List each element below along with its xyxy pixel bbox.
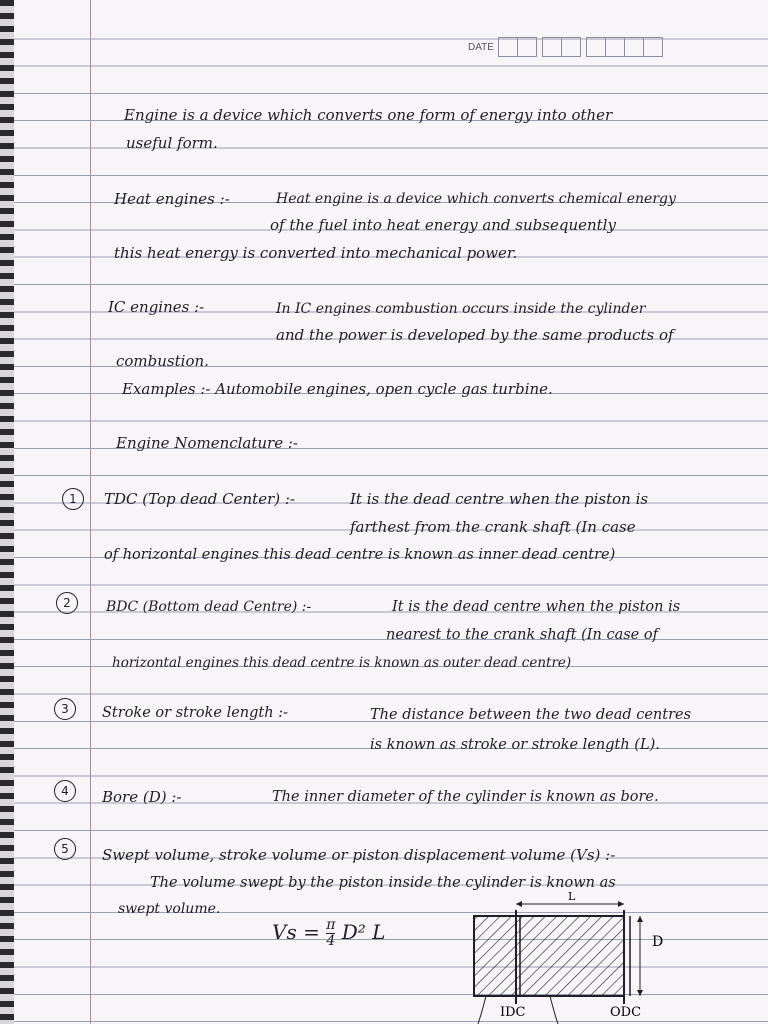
note-line: useful form. [126, 134, 218, 152]
note-line: farthest from the crank shaft (In case [350, 518, 636, 536]
cylinder-diagram [460, 888, 680, 1024]
item-number: 2 [56, 592, 78, 614]
cylinder-body [474, 916, 624, 996]
term-tdc: TDC (Top dead Center) :- [104, 490, 295, 508]
note-line: horizontal engines this dead centre is known as outer dead centre) [112, 655, 572, 671]
term-bore: Bore (D) :- [102, 788, 182, 806]
formula-numerator: π [326, 917, 336, 933]
date-field [468, 36, 662, 58]
date-cells [498, 37, 662, 57]
label-D: D [652, 934, 664, 950]
note-line: It is the dead centre when the piston is [350, 490, 649, 508]
swept-volume-formula [272, 918, 385, 949]
item-number: 1 [62, 488, 84, 510]
note-line: Heat engine is a device which converts chemical energy [276, 191, 676, 207]
heading-ic-engines: IC engines :- [108, 298, 205, 316]
note-line: is known as stroke or stroke length (L). [370, 737, 660, 753]
note-line: nearest to the crank shaft (In case of [386, 627, 658, 643]
heading-nomenclature: Engine Nomenclature :- [116, 434, 298, 452]
label-IDC: IDC [500, 1005, 526, 1020]
item-number: 4 [54, 780, 76, 802]
term-swept-volume: Swept volume, stroke volume or piston displacement volume (Vs) :- [102, 846, 616, 864]
note-line: of the fuel into heat energy and subsequently [270, 216, 616, 234]
note-line: Engine is a device which converts one form of energy into other [124, 106, 613, 124]
term-bdc: BDC (Bottom dead Centre) :- [106, 599, 312, 615]
note-line: this heat energy is converted into mechanical power. [114, 244, 518, 262]
spiral-binding [0, 0, 14, 1024]
note-line: swept volume. [118, 901, 221, 917]
note-line: of horizontal engines this dead centre is known as inner dead centre) [104, 547, 616, 563]
note-line: The distance between the two dead centres [370, 707, 692, 723]
examples-line: Examples :- Automobile engines, open cycle gas turbine. [122, 380, 553, 398]
formula-fraction [326, 918, 335, 949]
term-stroke: Stroke or stroke length :- [102, 705, 288, 721]
item-number: 3 [54, 698, 76, 720]
note-line: and the power is developed by the same products of [276, 326, 674, 344]
note-line: It is the dead centre when the piston is [392, 599, 681, 615]
item-number: 5 [54, 838, 76, 860]
label-ODC: ODC [610, 1005, 642, 1020]
date-label: DATE [468, 41, 494, 53]
formula-lhs: Vs = [272, 920, 320, 944]
note-line: In IC engines combustion occurs inside the cylinder [276, 301, 646, 317]
formula-denominator: 4 [326, 933, 336, 949]
heading-heat-engines: Heat engines :- [114, 190, 230, 208]
margin-line [90, 0, 91, 1024]
note-line: The volume swept by the piston inside the cylinder is known as [150, 875, 616, 891]
note-line: The inner diameter of the cylinder is known as bore. [272, 789, 659, 805]
note-line: combustion. [116, 352, 209, 370]
formula-rhs: D² L [341, 920, 386, 944]
label-L: L [568, 890, 576, 903]
